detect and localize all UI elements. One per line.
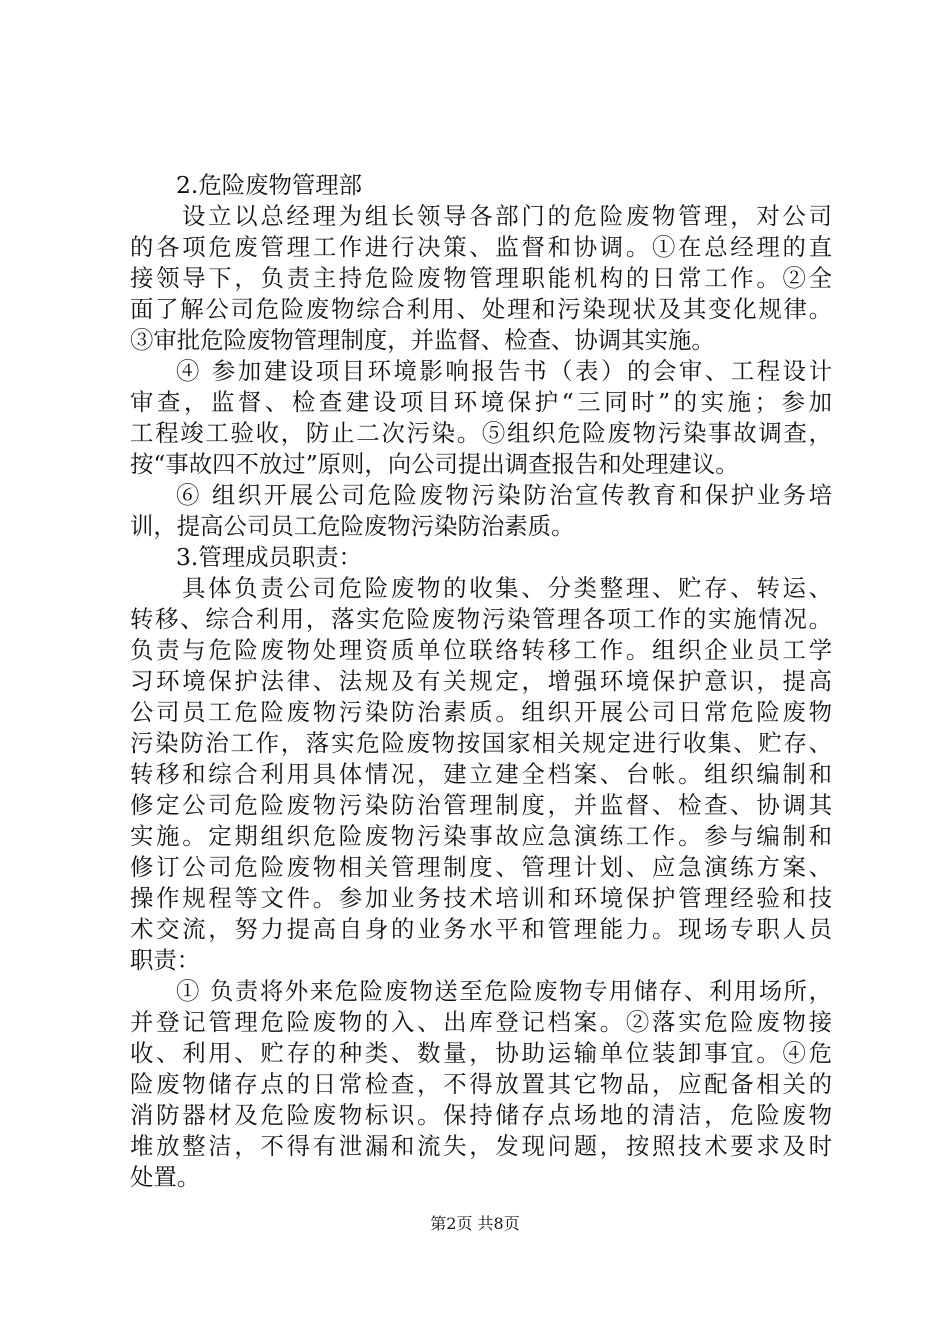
- paragraph-line: 修定公司危险废物污染防治管理制度，并监督、检查、协调其: [130, 791, 832, 819]
- paragraph-line: ① 负责将外来危险废物送至危险废物专用储存、利用场所，: [176, 977, 832, 1005]
- paragraph-line: 习环境保护法律、法规及有关规定，增强环境保护意识，提高: [130, 667, 832, 695]
- paragraph-line: 术交流，努力提高自身的业务水平和管理能力。现场专职人员: [130, 915, 832, 943]
- paragraph-line: 公司员工危险废物污染防治素质。组织开展公司日常危险废物: [130, 698, 832, 726]
- paragraph-line: 的各项危废管理工作进行决策、监督和协调。①在总经理的直: [130, 233, 832, 261]
- paragraph-line: 工程竣工验收，防止二次污染。⑤组织危险废物污染事故调查，: [130, 419, 832, 447]
- paragraph-line: ⑥ 组织开展公司危险废物污染防治宣传教育和保护业务培: [176, 481, 832, 509]
- paragraph-line: 并登记管理危险废物的入、出库登记档案。②落实危险废物接: [130, 1008, 832, 1036]
- paragraph-line: 具体负责公司危险废物的收集、分类整理、贮存、转运、: [182, 574, 832, 602]
- paragraph-line: 污染防治工作，落实危险废物按国家相关规定进行收集、贮存、: [130, 729, 832, 757]
- section-heading: 3.管理成员职责：: [176, 543, 363, 571]
- paragraph-line: 面了解公司危险废物综合利用、处理和污染现状及其变化规律。: [130, 295, 832, 323]
- document-body: [130, 170, 832, 1193]
- page-footer: [0, 1214, 950, 1234]
- paragraph-line: 收、利用、贮存的种类、数量，协助运输单位装卸事宜。④危: [130, 1039, 832, 1067]
- section-heading: 2.危险废物管理部: [176, 171, 363, 199]
- paragraph-line: 设立以总经理为组长领导各部门的危险废物管理，对公司: [182, 202, 832, 230]
- paragraph-line: ④ 参加建设项目环境影响报告书（表）的会审、工程设计: [176, 357, 832, 385]
- paragraph-line: 消防器材及危险废物标识。保持储存点场地的清洁，危险废物: [130, 1101, 832, 1129]
- paragraph-line: 操作规程等文件。参加业务技术培训和环境保护管理经验和技: [130, 884, 832, 912]
- paragraph-line: 按“事故四不放过”原则，向公司提出调查报告和处理建议。: [130, 450, 739, 478]
- paragraph-line: 负责与危险废物处理资质单位联络转移工作。组织企业员工学: [130, 636, 832, 664]
- paragraph-line: 修订公司危险废物相关管理制度、管理计划、应急演练方案、: [130, 853, 832, 881]
- paragraph-line: 接领导下，负责主持危险废物管理职能机构的日常工作。②全: [130, 264, 832, 292]
- paragraph-line: 训，提高公司员工危险废物污染防治素质。: [130, 512, 575, 540]
- paragraph-line: 转移和综合利用具体情况，建立建全档案、台帐。组织编制和: [130, 760, 832, 788]
- paragraph-line: ③审批危险废物管理制度，并监督、检查、协调其实施。: [130, 326, 715, 354]
- page-number: 第2页 共8页: [430, 1214, 520, 1233]
- paragraph-line: 处置。: [130, 1163, 201, 1191]
- paragraph-line: 险废物储存点的日常检查，不得放置其它物品，应配备相关的: [130, 1070, 832, 1098]
- paragraph-line: 审查，监督、检查建设项目环境保护“三同时”的实施；参加: [130, 388, 832, 416]
- paragraph-line: 实施。定期组织危险废物污染事故应急演练工作。参与编制和: [130, 822, 832, 850]
- paragraph-line: 转移、综合利用，落实危险废物污染管理各项工作的实施情况。: [130, 605, 832, 633]
- paragraph-line: 堆放整洁，不得有泄漏和流失，发现问题，按照技术要求及时: [130, 1132, 832, 1160]
- paragraph-line: 职责：: [130, 946, 201, 974]
